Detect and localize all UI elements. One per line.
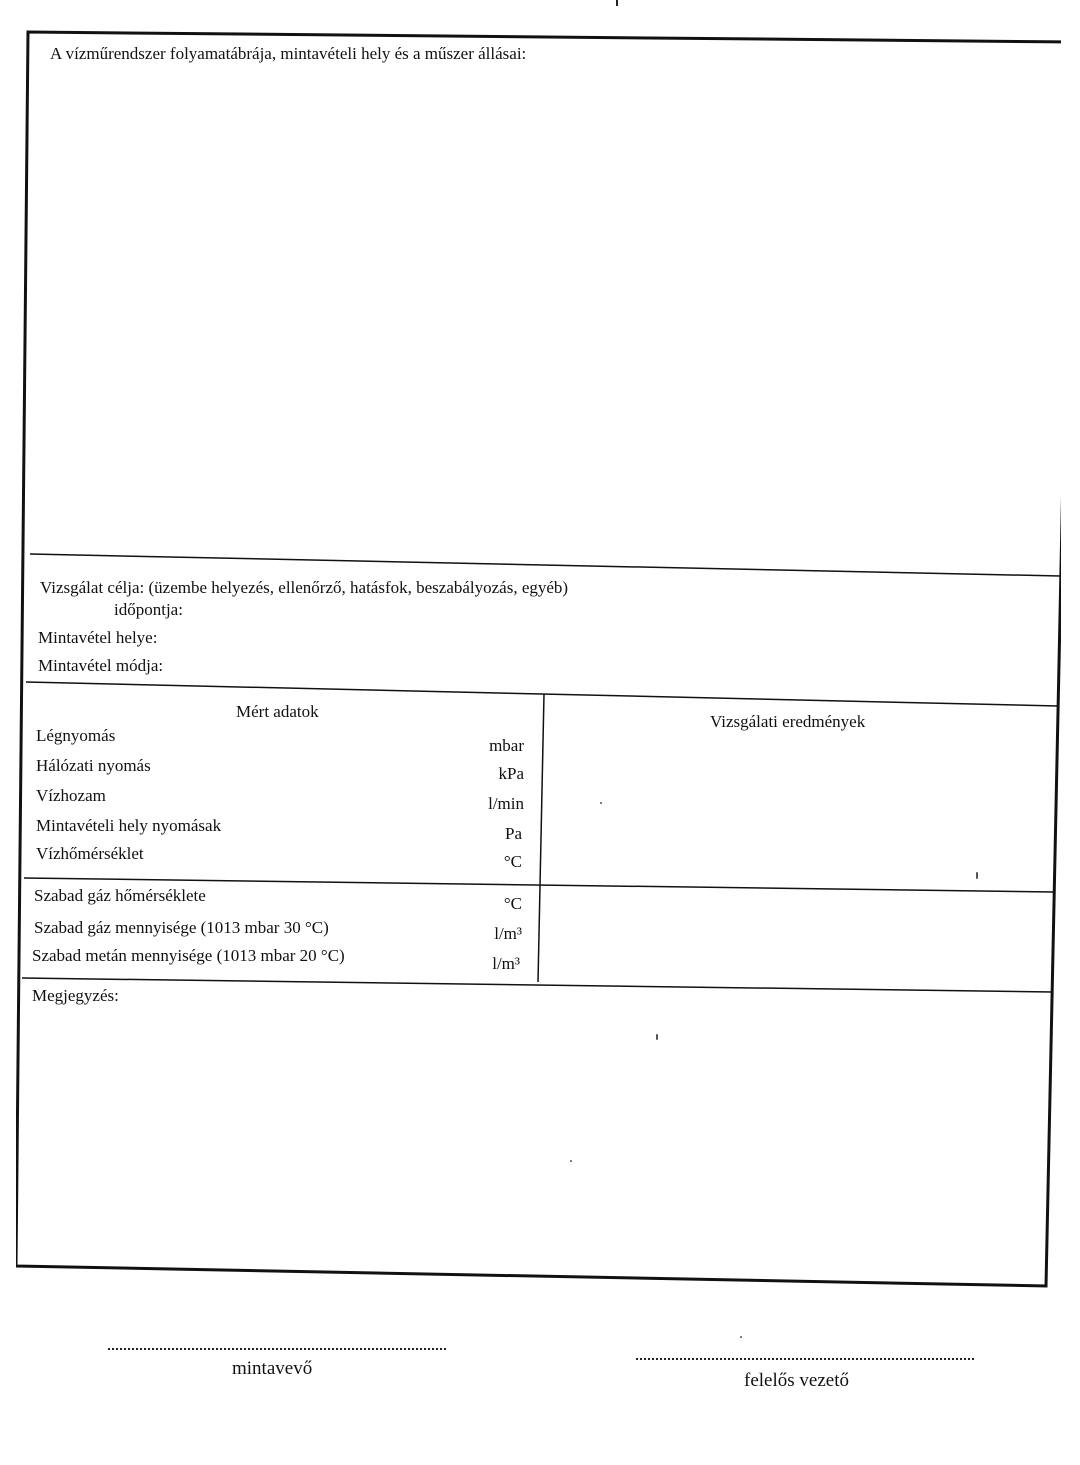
test-time-label: időpontja: (114, 600, 183, 619)
measured-row-label: Légnyomás (36, 726, 116, 745)
gas-row-label: Szabad metán mennyisége (1013 mbar 20 °C) (32, 946, 345, 965)
form-grid-lines (16, 30, 1061, 1292)
outer-border (16, 32, 1061, 1286)
measured-row-label: Hálózati nyomás (36, 756, 151, 775)
results-header: Vizsgálati eredmények (710, 712, 866, 731)
scan-speck (656, 1034, 658, 1040)
measured-row-unit: Pa (505, 824, 522, 843)
inspection-form (16, 30, 1056, 1280)
page-edge-mark (616, 0, 618, 6)
measured-row-unit: kPa (498, 764, 524, 783)
diagram-heading: A vízműrendszer folyamatábrája, mintavételi hely és a műszer állásai: (50, 44, 527, 63)
sampling-place-label: Mintavétel helye: (38, 628, 158, 647)
measured-row-unit: mbar (489, 736, 524, 755)
scan-speck (740, 1336, 742, 1338)
info-divider (26, 682, 1058, 706)
notes-divider (22, 978, 1052, 992)
scan-speck (570, 1160, 572, 1162)
measured-row-unit: l/min (488, 794, 524, 813)
test-purpose-label: Vizsgálat célja: (üzembe helyezés, ellenőrző, hatásfok, beszabályozás, egyéb) (40, 578, 569, 597)
measured-data-header: Mért adatok (236, 702, 319, 721)
gas-row-unit: l/m³ (492, 954, 520, 973)
gas-row-label: Szabad gáz hőmérséklete (34, 886, 206, 905)
measured-row-label: Mintavételi hely nyomásak (36, 816, 222, 835)
manager-label: felelős vezető (744, 1370, 849, 1391)
gas-row-unit: l/m³ (494, 924, 522, 943)
sampler-label: mintavevő (232, 1358, 313, 1379)
sampler-signature-line (108, 1348, 446, 1350)
measured-row-unit: °C (503, 852, 522, 871)
measured-row-label: Vízhőmérséklet (36, 844, 144, 863)
manager-signature-line (636, 1358, 974, 1360)
measured-row-label: Vízhozam (36, 786, 106, 805)
sampling-method-label: Mintavétel módja: (38, 656, 164, 675)
notes-label: Megjegyzés: (32, 986, 119, 1005)
column-divider (538, 694, 544, 982)
scan-speck (600, 802, 602, 804)
gas-row-unit: °C (503, 894, 522, 913)
diagram-divider (30, 554, 1060, 576)
gas-row-label: Szabad gáz mennyisége (1013 mbar 30 °C) (34, 918, 329, 937)
scan-speck (976, 872, 978, 879)
